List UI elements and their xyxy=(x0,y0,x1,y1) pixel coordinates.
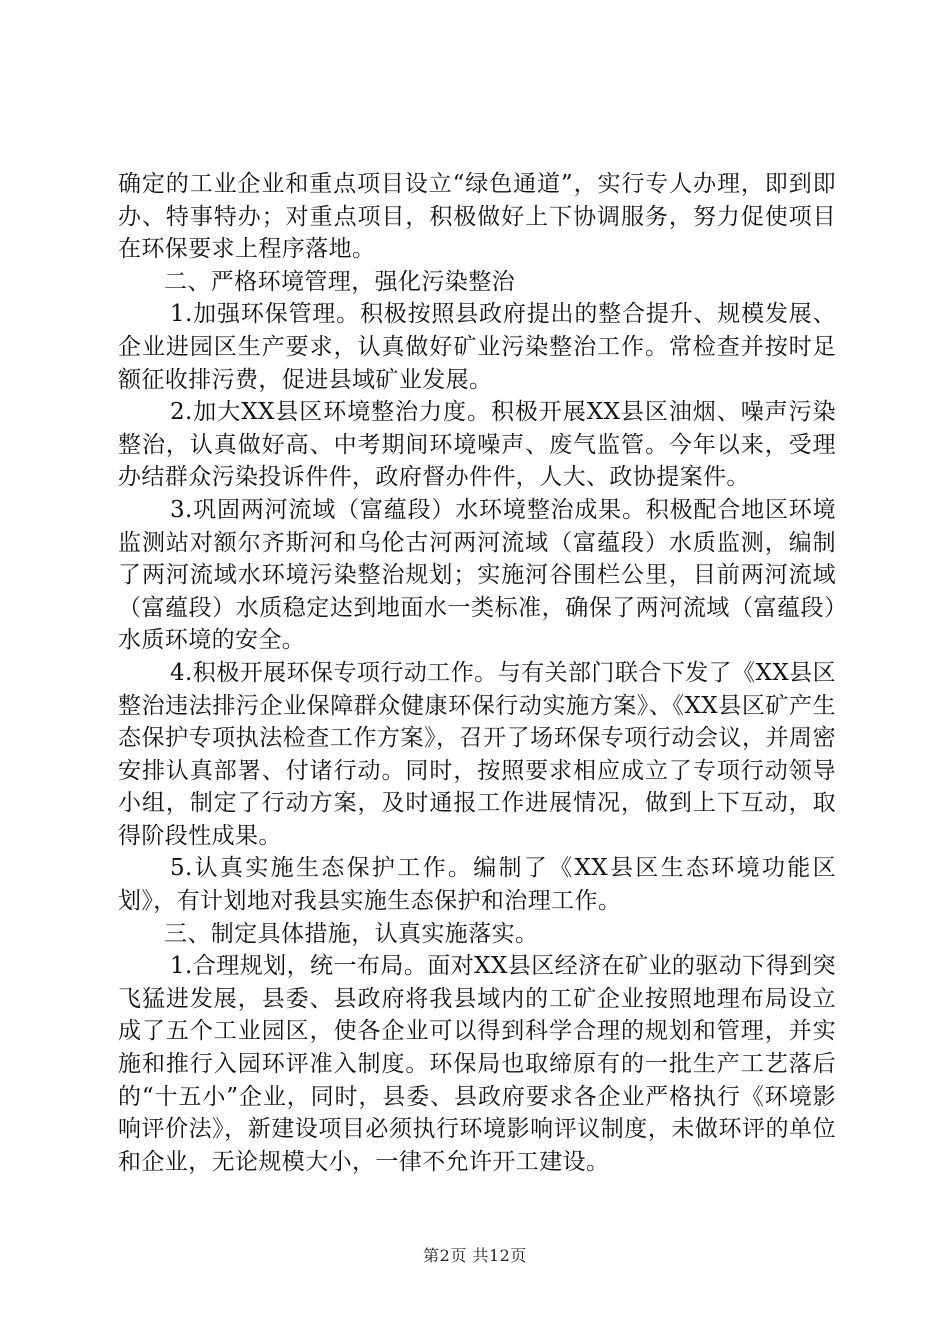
paragraph-2-4: 4.积极开展环保专项行动工作。与有关部门联合下发了《XX县区整治违法排污企业保障群众健康环保行动实施方案》、《XX县区矿产生态保护专项执法检查工作方案》，召开了场环保专项行动会议，并周密安排认真部署、付诸行动。同时，按照要求相应成立了专项行动领导小组，制定了行动方案，及时通报工作进展情况，做到上下互动，取得阶段性成果。 xyxy=(118,659,836,849)
section-heading-2: 二、严格环境管理，强化污染整治 xyxy=(164,268,515,295)
paragraph-2-3: 3.巩固两河流域（富蕴段）水环境整治成果。积极配合地区环境监测站对额尔齐斯河和乌伦古河两河流域（富蕴段）水质监测，编制了两河流域水环境污染整治规划；实施河谷围栏公里，目前两河流域（富蕴段）水质稳定达到地面水一类标准，确保了两河流域（富蕴段）水质环境的安全。 xyxy=(118,496,836,654)
document-body xyxy=(118,168,836,1178)
paragraph-2-1: 1.加强环保管理。积极按照县政府提出的整合提升、规模发展、企业进园区生产要求，认真做好矿业污染整治工作。常检查并按时足额征收排污费，促进县域矿业发展。 xyxy=(118,301,836,393)
paragraph-2-5: 5.认真实施生态保护工作。编制了《XX县区生态环境功能区划》，有计划地对我县实施生态保护和治理工作。 xyxy=(118,855,836,915)
paragraph-2-2: 2.加大XX县区环境整治力度。积极开展XX县区油烟、噪声污染整治，认真做好高、中考期间环境噪声、废气监管。今年以来，受理办结群众污染投诉件件，政府督办件件，人大、政协提案件。 xyxy=(118,399,836,491)
paragraph-3-1: 1.合理规划，统一布局。面对XX县区经济在矿业的驱动下得到突飞猛进发展，县委、县政府将我县域内的工矿企业按照地理布局设立成了五个工业园区，使各企业可以得到科学合理的规划和管理，并实施和推行入园环评准入制度。环保局也取缔原有的一批生产工艺落后的“十五小”企业，同时，县委、县政府要求各企业严格执行《环境影响评价法》，新建设项目必须执行环境影响评议制度，未做环评的单位和企业，无论规模大小，一律不允许开工建设。 xyxy=(118,953,836,1175)
page-number-footer: 第2页 共12页 xyxy=(423,1246,527,1265)
paragraph-continuation: 确定的工业企业和重点项目设立“绿色通道”，实行专人办理，即到即办、特事特办；对重点项目，积极做好上下协调服务，努力促使项目在环保要求上程序落地。 xyxy=(118,171,836,263)
section-heading-3: 三、制定具体措施，认真实施落实。 xyxy=(164,920,539,947)
